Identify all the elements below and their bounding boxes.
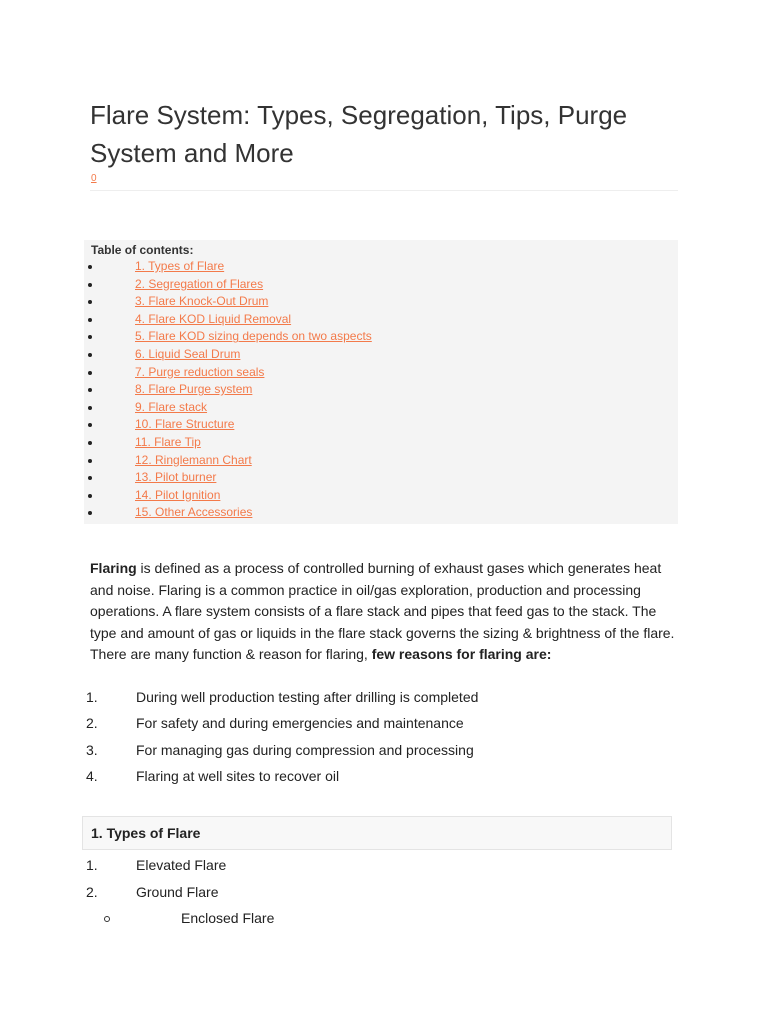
bullet-icon [88, 353, 92, 357]
intro-bold-term: Flaring [90, 560, 137, 576]
toc-link-pilot-burner[interactable]: 13. Pilot burner [135, 470, 217, 485]
toc-link-flare-structure[interactable]: 10. Flare Structure [135, 417, 235, 432]
bullet-icon [88, 441, 92, 445]
bullet-icon [88, 423, 92, 427]
bullet-icon [88, 318, 92, 322]
list-number: 1. [86, 689, 98, 705]
toc-heading: Table of contents: [91, 243, 194, 257]
list-text: For safety and during emergencies and maintenance [136, 715, 464, 732]
toc-link-flare-tip[interactable]: 11. Flare Tip [135, 434, 201, 449]
list-text: During well production testing after drilling is completed [136, 689, 479, 705]
bullet-icon [88, 300, 92, 304]
sub-list-text: Enclosed Flare [181, 910, 275, 926]
list-text: Flaring at well sites to recover oil [136, 767, 340, 784]
list-number: 2. [86, 883, 98, 900]
page-title: Flare System: Types, Segregation, Tips, Purge System and More [90, 100, 628, 168]
bullet-icon [88, 371, 92, 375]
list-text: For managing gas during compression and processing [136, 741, 474, 758]
bullet-icon [88, 265, 92, 269]
toc-link-purge-reduction-seals[interactable]: 7. Purge reduction seals [135, 364, 265, 379]
toc-link-pilot-ignition[interactable]: 14. Pilot Ignition [135, 487, 221, 502]
toc-link-purge-system[interactable]: 8. Flare Purge system [135, 382, 253, 397]
bullet-icon [88, 388, 92, 392]
reason-lead-bold: few reasons for flaring are: [371, 646, 552, 662]
bullet-icon [88, 335, 92, 339]
toc-link-liquid-seal-drum[interactable]: 6. Liquid Seal Drum [135, 346, 241, 361]
bullet-icon [88, 476, 92, 480]
list-number: 3. [86, 741, 98, 758]
bullet-icon [88, 406, 92, 410]
reason-lead: There are many function & reason for flaring, [90, 646, 372, 662]
table-of-contents [84, 240, 678, 524]
toc-link-flare-stack[interactable]: 9. Flare stack [135, 399, 208, 414]
toc-link-other-accessories[interactable]: 15. Other Accessories [135, 505, 253, 520]
bullet-icon [88, 459, 92, 463]
circle-bullet-icon [104, 916, 110, 922]
comment-count-link[interactable]: 0 [91, 173, 97, 184]
toc-link-knock-out-drum[interactable]: 3. Flare Knock-Out Drum [135, 294, 269, 309]
bullet-icon [88, 283, 92, 287]
title-divider [90, 190, 678, 191]
intro-paragraph [90, 558, 682, 666]
toc-link-kod-sizing[interactable]: 5. Flare KOD sizing depends on two aspects [135, 329, 372, 344]
list-number: 4. [86, 767, 98, 784]
sub-list-item [104, 907, 404, 929]
bullet-icon [88, 494, 92, 498]
toc-link-kod-liquid-removal[interactable]: 4. Flare KOD Liquid Removal [135, 311, 292, 326]
toc-link-segregation[interactable]: 2. Segregation of Flares [135, 276, 264, 291]
list-text: Ground Flare [136, 883, 219, 900]
list-number: 2. [86, 715, 98, 732]
list-text: Elevated Flare [136, 857, 227, 873]
toc-link-types-of-flare[interactable]: 1. Types of Flare [135, 259, 225, 273]
section-heading-box [82, 816, 672, 850]
intro-definition: is defined as a process of controlled burning of exhaust gases which generates heat and noise. Flaring is a common practice in oil/gas exploration, production and processing operations. A flare system consists of a flare stack and pipes that feed gas to the stack. The type and amount of gas or liquids in the flare stack governs the sizing & brightness of the flare. [90, 560, 675, 641]
toc-link-ringlemann-chart[interactable]: 12. Ringlemann Chart [135, 452, 252, 467]
section-heading: 1. Types of Flare [91, 825, 201, 841]
list-number: 1. [86, 857, 98, 873]
bullet-icon [88, 511, 92, 515]
